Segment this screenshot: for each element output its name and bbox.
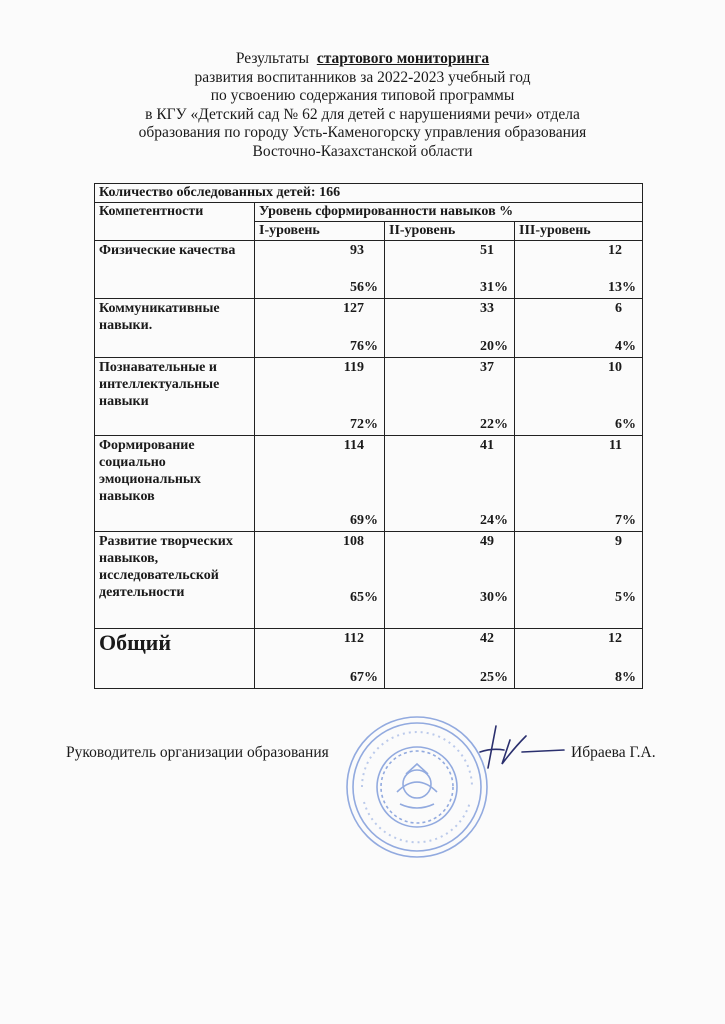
competence-label: Коммуникативные навыки.: [95, 299, 255, 358]
percent-value: 24%: [480, 513, 508, 528]
header-line-5: образования по городу Усть-Каменогорску управления образования: [138, 124, 587, 141]
signatory-name: Ибраева Г.А.: [571, 744, 656, 761]
level-cell: [255, 299, 385, 358]
level-cell: [255, 532, 385, 629]
count-value: 51: [480, 243, 494, 258]
level-group-header: Уровень сформированности навыков %: [255, 203, 643, 222]
total-label: Общий: [95, 629, 255, 689]
level-header-2: II-уровень: [385, 222, 515, 241]
percent-value: 25%: [480, 670, 508, 685]
level-cell: [515, 299, 643, 358]
level-cell: [515, 436, 643, 532]
percent-value: 69%: [350, 513, 378, 528]
level-cell: [385, 241, 515, 299]
percent-value: 72%: [350, 417, 378, 432]
level-cell: [255, 241, 385, 299]
count-value: 108: [343, 534, 364, 549]
count-value: 12: [608, 631, 623, 646]
count-value: 112: [343, 631, 364, 646]
table-row: [95, 184, 643, 203]
level-cell: [385, 532, 515, 629]
count-value: 41: [480, 438, 494, 453]
percent-value: 30%: [480, 590, 508, 605]
level-header-3: III-уровень: [515, 222, 643, 241]
children-count: Количество обследованных детей: 166: [95, 184, 643, 203]
table-row: [95, 203, 643, 222]
percent-value: 5%: [615, 590, 637, 605]
percent-value: 76%: [350, 339, 378, 354]
level-cell: [385, 358, 515, 436]
level-cell: [515, 358, 643, 436]
count-value: 114: [343, 438, 364, 453]
table-row: [95, 629, 643, 689]
table-row: [95, 532, 643, 629]
count-value: 12: [608, 243, 623, 258]
percent-value: 20%: [480, 339, 508, 354]
table-row: [95, 299, 643, 358]
level-cell: [515, 629, 643, 689]
count-value: 6: [615, 301, 623, 316]
count-value: 93: [350, 243, 364, 258]
level-cell: [385, 629, 515, 689]
percent-value: 8%: [615, 670, 637, 685]
header-prefix: Результаты: [235, 50, 310, 67]
competence-label: Познавательные и интеллектуальные навыки: [95, 358, 255, 436]
signature-icon: [466, 718, 566, 778]
header-underlined: стартового мониторинга: [316, 50, 490, 67]
header-line-4: в КГУ «Детский сад № 62 для детей с нарушениями речи» отдела: [145, 105, 580, 123]
count-value: 119: [343, 360, 364, 375]
count-value: 42: [480, 631, 494, 646]
percent-value: 65%: [350, 590, 378, 605]
level-cell: [255, 436, 385, 532]
percent-value: 4%: [615, 339, 637, 354]
competence-label: Физические качества: [95, 241, 255, 299]
count-value: 10: [608, 360, 623, 375]
percent-value: 6%: [615, 417, 637, 432]
count-value: 11: [608, 438, 623, 453]
level-cell: [515, 532, 643, 629]
count-value: 33: [480, 301, 494, 316]
count-value: 127: [343, 301, 364, 316]
competence-header: Компетентности: [95, 203, 255, 241]
header-line-3: по усвоению содержания типовой программы: [210, 87, 515, 104]
level-cell: [515, 241, 643, 299]
percent-value: 13%: [608, 280, 637, 295]
level-cell: [255, 358, 385, 436]
header-line-1: [0, 50, 725, 69]
table-row: [95, 358, 643, 436]
level-cell: [385, 436, 515, 532]
competence-label: Формирование социально эмоциональных навыков: [95, 436, 255, 532]
percent-value: 7%: [615, 513, 637, 528]
count-value: 9: [615, 534, 623, 549]
level-header-1: I-уровень: [255, 222, 385, 241]
header-line-2: развития воспитанников за 2022-2023 учебный год: [194, 68, 531, 86]
percent-value: 67%: [350, 670, 378, 685]
percent-value: 31%: [480, 280, 508, 295]
count-value: 37: [480, 360, 494, 375]
header-line-6: Восточно-Казахстанской области: [252, 142, 473, 160]
results-table: [94, 183, 643, 689]
level-cell: [255, 629, 385, 689]
table-row: [95, 436, 643, 532]
document-header: [0, 50, 725, 161]
signatory-position: Руководитель организации образования: [66, 744, 329, 761]
table-row: [95, 241, 643, 299]
competence-label: Развитие творческих навыков, исследовательской деятельности: [95, 532, 255, 629]
count-value: 49: [480, 534, 494, 549]
level-cell: [385, 299, 515, 358]
percent-value: 22%: [480, 417, 508, 432]
percent-value: 56%: [350, 280, 378, 295]
